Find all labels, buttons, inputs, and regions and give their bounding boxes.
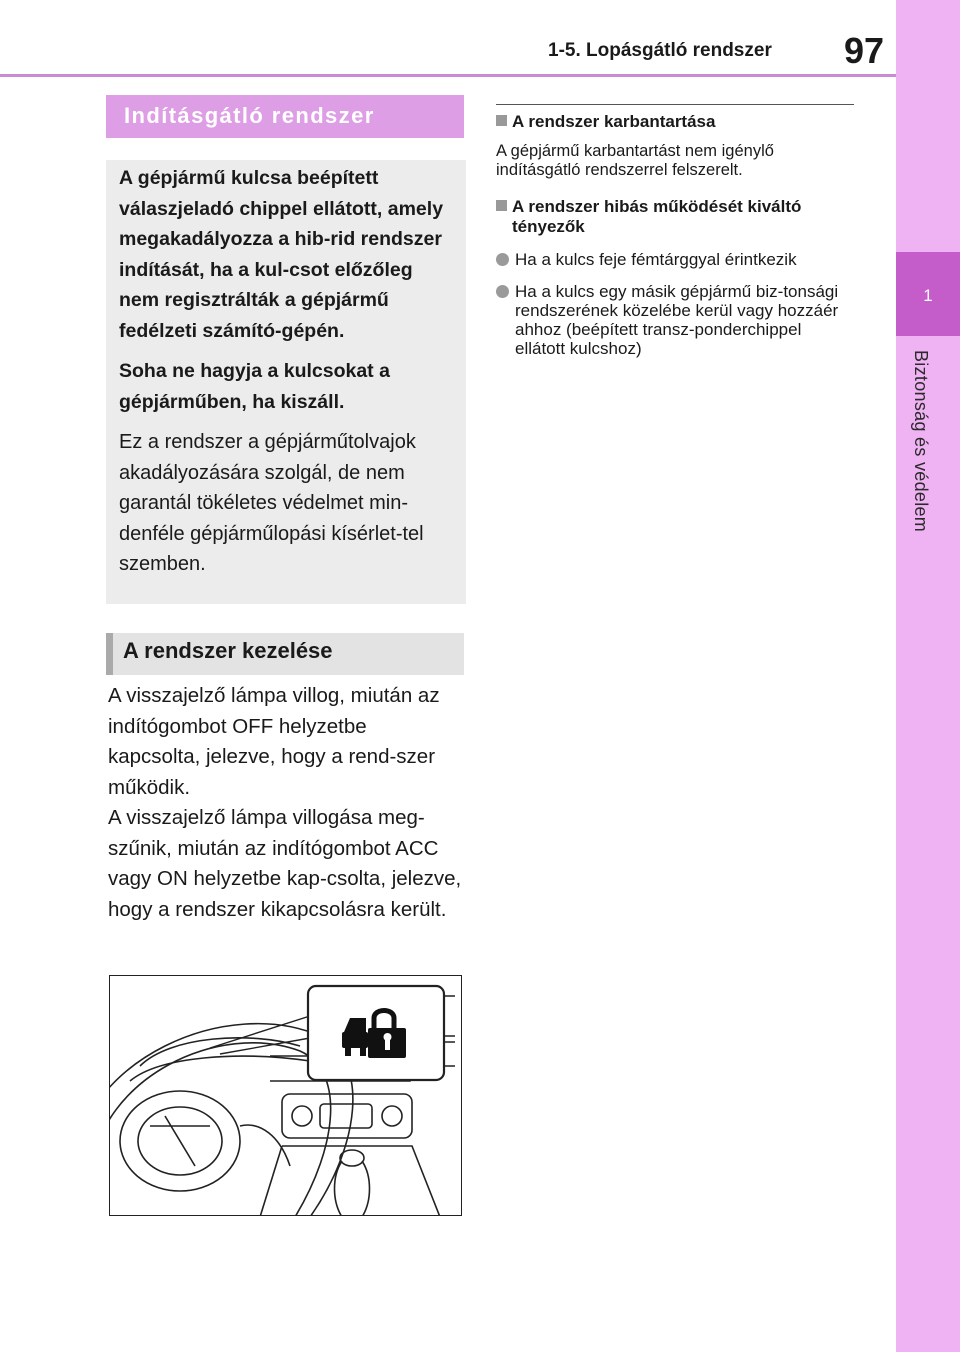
warning-paragraph: Soha ne hagyja a kulcsokat a gépjárműben, ha kiszáll. [119,360,390,413]
square-bullet-icon [496,200,507,211]
maintenance-heading: A rendszer karbantartása [496,112,715,132]
fault-heading: A rendszer hibás működését kiváltó tényezők [496,197,856,237]
operation-text [108,681,464,925]
subsection-title: A rendszer kezelése [106,633,464,675]
maintenance-text: A gépjármű karbantartást nem igénylő indításgátló rendszerrel felszerelt. [496,142,774,179]
intro-bold-paragraph: A gépjármű kulcsa beépített válaszjeladó chippel ellátott, amely megakadályozza a hib-rid rendszer indítását, ha a kul-csot előzőleg nem regisztrálták a gépjármű fedélzeti számító-gépén. [119,167,444,342]
car-padlock-icon [340,1004,412,1064]
section-title: Indításgátló rendszer [106,95,464,138]
fault-item: Ha a kulcs feje fémtárggyal érintkezik [496,250,856,269]
chapter-number: 1 [923,286,933,305]
round-bullet-icon [496,285,509,298]
fault-item: Ha a kulcs egy másik gépjármű biz-tonsági rendszerének közelébe kerül vagy hozzáér ahhoz (beépített transz-ponderchippel ellátott kulcshoz) [496,282,856,358]
square-bullet-icon [496,115,507,126]
dashboard-illustration [109,975,462,1216]
round-bullet-icon [496,253,509,266]
header-rule [0,74,896,77]
operation-paragraph-1: A visszajelző lámpa villog, miután az indítógombot OFF helyzetbe kapcsolta, jelezve, hogy a rend-szer működik. [108,684,440,799]
intro-box [106,160,466,604]
operation-paragraph-2: A visszajelző lámpa villogása meg-szűnik, miután az indítógombot ACC vagy ON helyzetbe kap-csolta, jelezve, hogy a rendszer kikapcsolásra került. [108,806,462,921]
chapter-title: Biztonság és védelem [911,350,931,533]
running-header: 1-5. Lopásgátló rendszer [548,40,772,61]
page-number: 97 [844,30,885,71]
column-rule [496,104,854,105]
chapter-side-tab [896,0,960,1352]
intro-paragraph: Ez a rendszer a gépjárműtolvajok akadályozására szolgál, de nem garantál tökéletes védelmet min-denféle gépjárműlopási kísérlet-tel szemben. [119,431,424,575]
